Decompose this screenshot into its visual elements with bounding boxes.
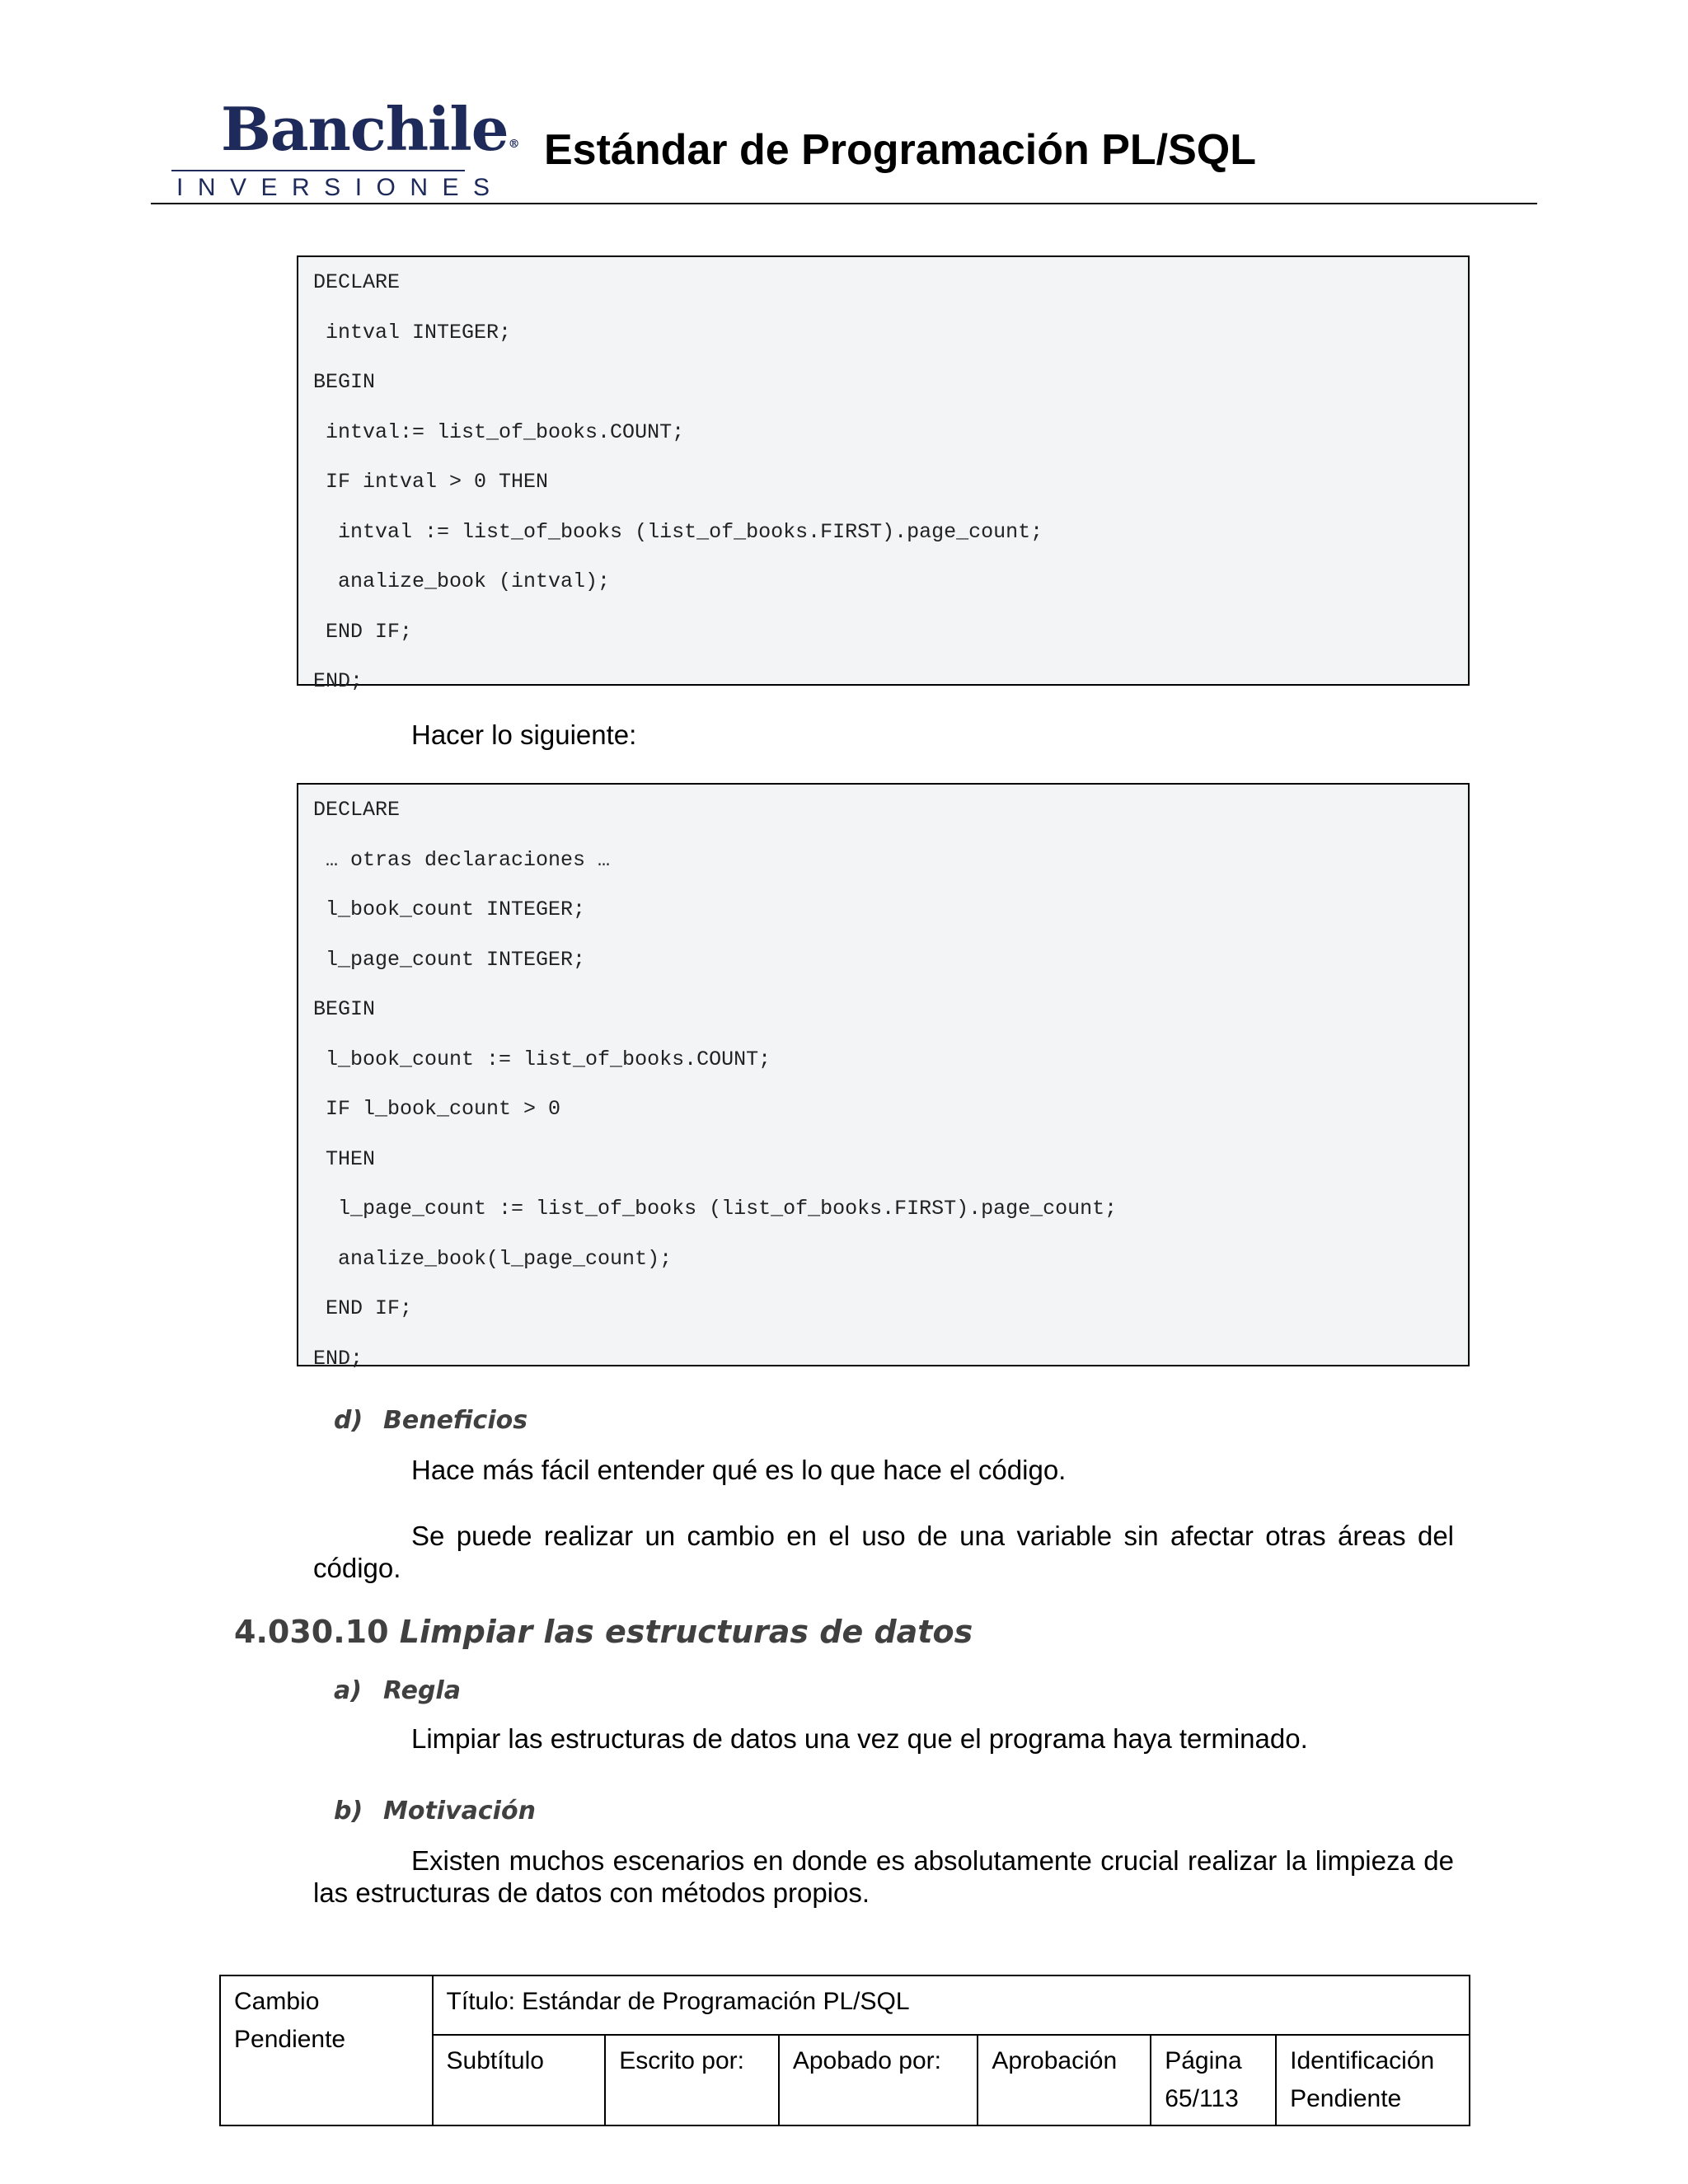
footer-identificacion-cell: Identificación Pendiente	[1276, 2035, 1470, 2125]
footer-pagina-cell: Página 65/113	[1151, 2035, 1276, 2125]
code-line: THEN	[313, 1146, 376, 1171]
subheading-regla	[334, 1676, 461, 1705]
paragraph-beneficio-1: Hace más fácil entender qué es lo que hace el código.	[411, 1455, 1067, 1485]
paragraph-regla: Limpiar las estructuras de datos una vez que el programa haya terminado.	[411, 1723, 1308, 1754]
subheading-text: Beneficios	[383, 1406, 528, 1435]
code-line: intval := list_of_books (list_of_books.FIRST).page_count;	[313, 519, 1043, 544]
banchile-logo	[171, 92, 519, 204]
code-line: END IF;	[313, 619, 413, 644]
code-line: l_page_count INTEGER;	[313, 947, 586, 972]
code-line: l_page_count := list_of_books (list_of_books.FIRST).page_count;	[313, 1197, 1118, 1221]
code-line: DECLARE	[313, 270, 401, 294]
footer-subtitulo-cell: Subtítulo	[433, 2035, 606, 2125]
subheading-letter: d)	[334, 1406, 363, 1435]
code-line: … otras declaraciones …	[313, 847, 611, 872]
subheading-motivacion	[334, 1797, 536, 1825]
code-line: END;	[313, 669, 363, 693]
section-title: Limpiar las estructuras de datos	[399, 1614, 973, 1650]
code-line: END IF;	[313, 1296, 413, 1320]
subheading-text: Motivación	[383, 1797, 536, 1825]
footer-table	[219, 1975, 1470, 2126]
paragraph-motivacion: Existen muchos escenarios en donde es absolutamente crucial realizar la limpieza de las estructuras de datos con métodos propios.	[313, 1845, 1454, 1908]
paragraph-beneficio-2: Se puede realizar un cambio en el uso de una variable sin afectar otras áreas del código.	[313, 1521, 1454, 1583]
logo-brand: Banchile®	[221, 94, 519, 164]
footer-titulo-cell: Título: Estándar de Programación PL/SQL	[433, 1975, 1470, 2035]
subheading-letter: a)	[334, 1676, 362, 1705]
code-line: intval INTEGER;	[313, 320, 512, 344]
registered-mark: ®	[508, 138, 519, 151]
code-line: END;	[313, 1346, 363, 1371]
logo-rule	[171, 170, 465, 171]
code-line: BEGIN	[313, 370, 376, 394]
code-line: IF intval > 0 THEN	[313, 470, 549, 494]
footer-apobado-cell: Apobado por:	[779, 2035, 978, 2125]
logo-subtitle: INVERSIONES	[176, 174, 504, 201]
footer-aprobacion-cell: Aprobación	[978, 2035, 1151, 2125]
code-line: l_book_count INTEGER;	[313, 898, 586, 921]
code-line: analize_book (intval);	[313, 569, 611, 593]
paragraph-hacer: Hacer lo siguiente:	[411, 719, 637, 750]
code-line: intval:= list_of_books.COUNT;	[313, 419, 685, 444]
code-block-original	[297, 255, 1470, 693]
subheading-text: Regla	[383, 1676, 461, 1705]
footer-cambio-cell: Cambio Pendiente	[220, 1975, 433, 2125]
subheading-letter: b)	[334, 1797, 363, 1825]
code-line: l_book_count := list_of_books.COUNT;	[313, 1047, 771, 1071]
code-line: IF l_book_count > 0	[313, 1097, 561, 1121]
footer-escrito-cell: Escrito por:	[605, 2035, 779, 2125]
section-heading	[234, 1614, 973, 1650]
code-line: analize_book(l_page_count);	[313, 1246, 673, 1271]
code-line: DECLARE	[313, 798, 401, 822]
code-line: BEGIN	[313, 997, 376, 1021]
header-divider	[151, 203, 1537, 204]
subheading-beneficios	[334, 1406, 528, 1435]
document-title: Estándar de Programación PL/SQL	[544, 126, 1256, 174]
code-block-improved	[297, 783, 1470, 1371]
section-number: 4.030.10	[234, 1614, 389, 1650]
